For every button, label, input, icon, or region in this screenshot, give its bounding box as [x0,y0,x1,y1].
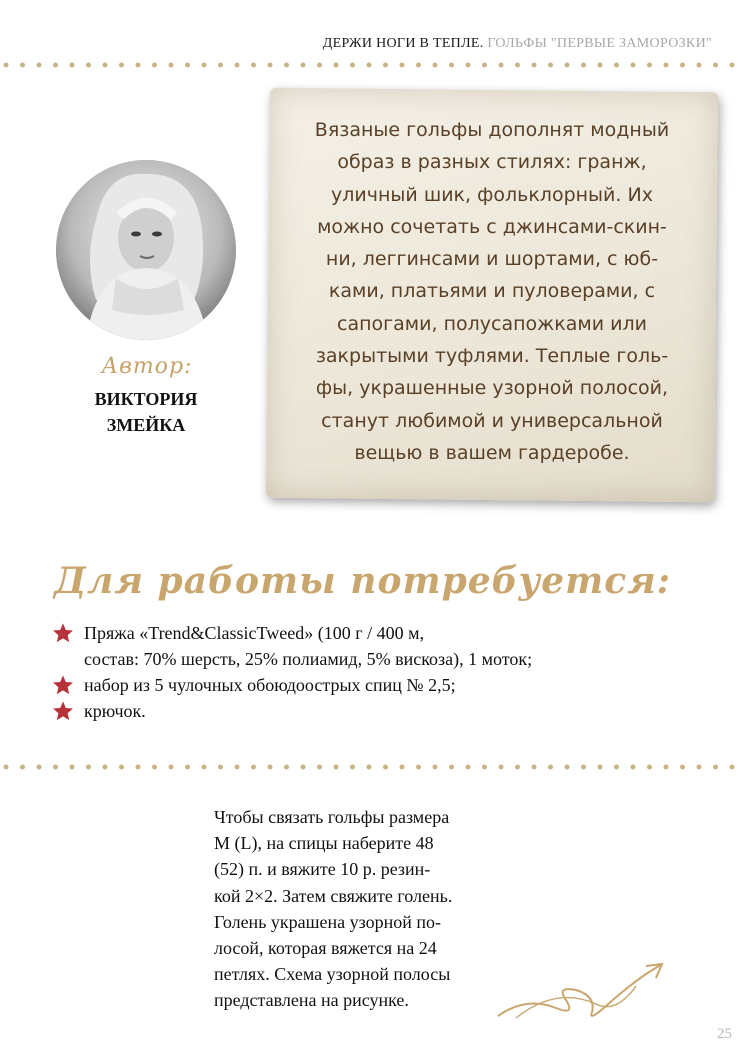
author-name [64,386,228,438]
star-icon [52,674,74,696]
author-photo [56,160,236,340]
star-icon [52,700,74,722]
requirement-line: набор из 5 чулочных обоюдоострых спиц № 2,5; [84,675,456,695]
instructions-line: Голень украшена узорной по- [214,911,442,932]
quote-line: станут любимой и универсальной [321,409,663,432]
instructions-text [214,804,544,1014]
star-icon [52,622,74,644]
page-number: 25 [717,1026,732,1042]
requirements-title: Для работы потребуется: [54,560,672,602]
requirement-line: состав: 70% шерсть, 25% полиамид, 5% вискоза), 1 моток; [84,649,533,669]
instructions-line: кой 2×2. Затем свяжите голень. [214,885,453,906]
quote-line: закрытыми туфлями. Теплые голь- [315,345,669,368]
quote-line: можно сочетать с джинсами-скин- [317,215,667,238]
instructions-line: петлях. Схема узорной полосы [214,964,451,985]
dotted-divider-bottom [0,762,750,772]
quote-line: уличный шик, фольклорный. Их [331,183,653,206]
author-photo-illustration [56,160,236,340]
quote-line: образ в разных стилях: гранж, [337,151,647,174]
header-section: ДЕРЖИ НОГИ В ТЕПЛЕ [322,36,480,51]
author-name-first: ВИКТОРИЯ [94,389,198,409]
quote-line: фы, украшенные узорной полосой, [315,377,669,400]
header-separator: . [479,36,488,51]
instructions-line: Чтобы связать гольфы размера [214,807,450,827]
dotted-divider-top [0,60,750,70]
instructions-line: представлена на рисунке. [214,990,409,1011]
requirement-item [52,672,732,698]
instructions-line: M (L), на спицы наберите 48 [214,833,434,854]
requirements-list [52,620,732,724]
author-name-last: ЗМЕЙКА [106,415,186,435]
requirement-item [52,620,732,672]
quote-card-text [296,114,688,469]
swirl-ornament [496,956,666,1026]
requirement-line: Пряжа «Trend&ClassicTweed» (100 г / 400 м, [84,623,425,643]
dotted-divider-top-svg [0,60,750,70]
dotted-divider-bottom-svg [0,762,750,772]
instructions-line: лосой, которая вяжется на 24 [214,938,437,959]
quote-line: ками, платьями и пуловерами, с [328,280,656,303]
instructions-line: (52) п. и вяжите 10 р. резин- [214,859,431,880]
requirement-line: крючок. [84,701,146,721]
quote-card [262,82,724,512]
quote-line: вещью в вашем гардеробе. [354,441,630,464]
page-header [323,36,712,52]
quote-line: Вязаные гольфы дополнят модный [314,119,670,141]
quote-line: сапогами, полусапожками или [337,312,647,335]
author-label: Автор: [101,354,193,379]
header-title: ГОЛЬФЫ "ПЕРВЫЕ ЗАМОРОЗКИ" [487,36,712,51]
quote-line: ни, леггинсами и шортами, с юб- [325,248,659,271]
requirement-item [52,698,732,724]
